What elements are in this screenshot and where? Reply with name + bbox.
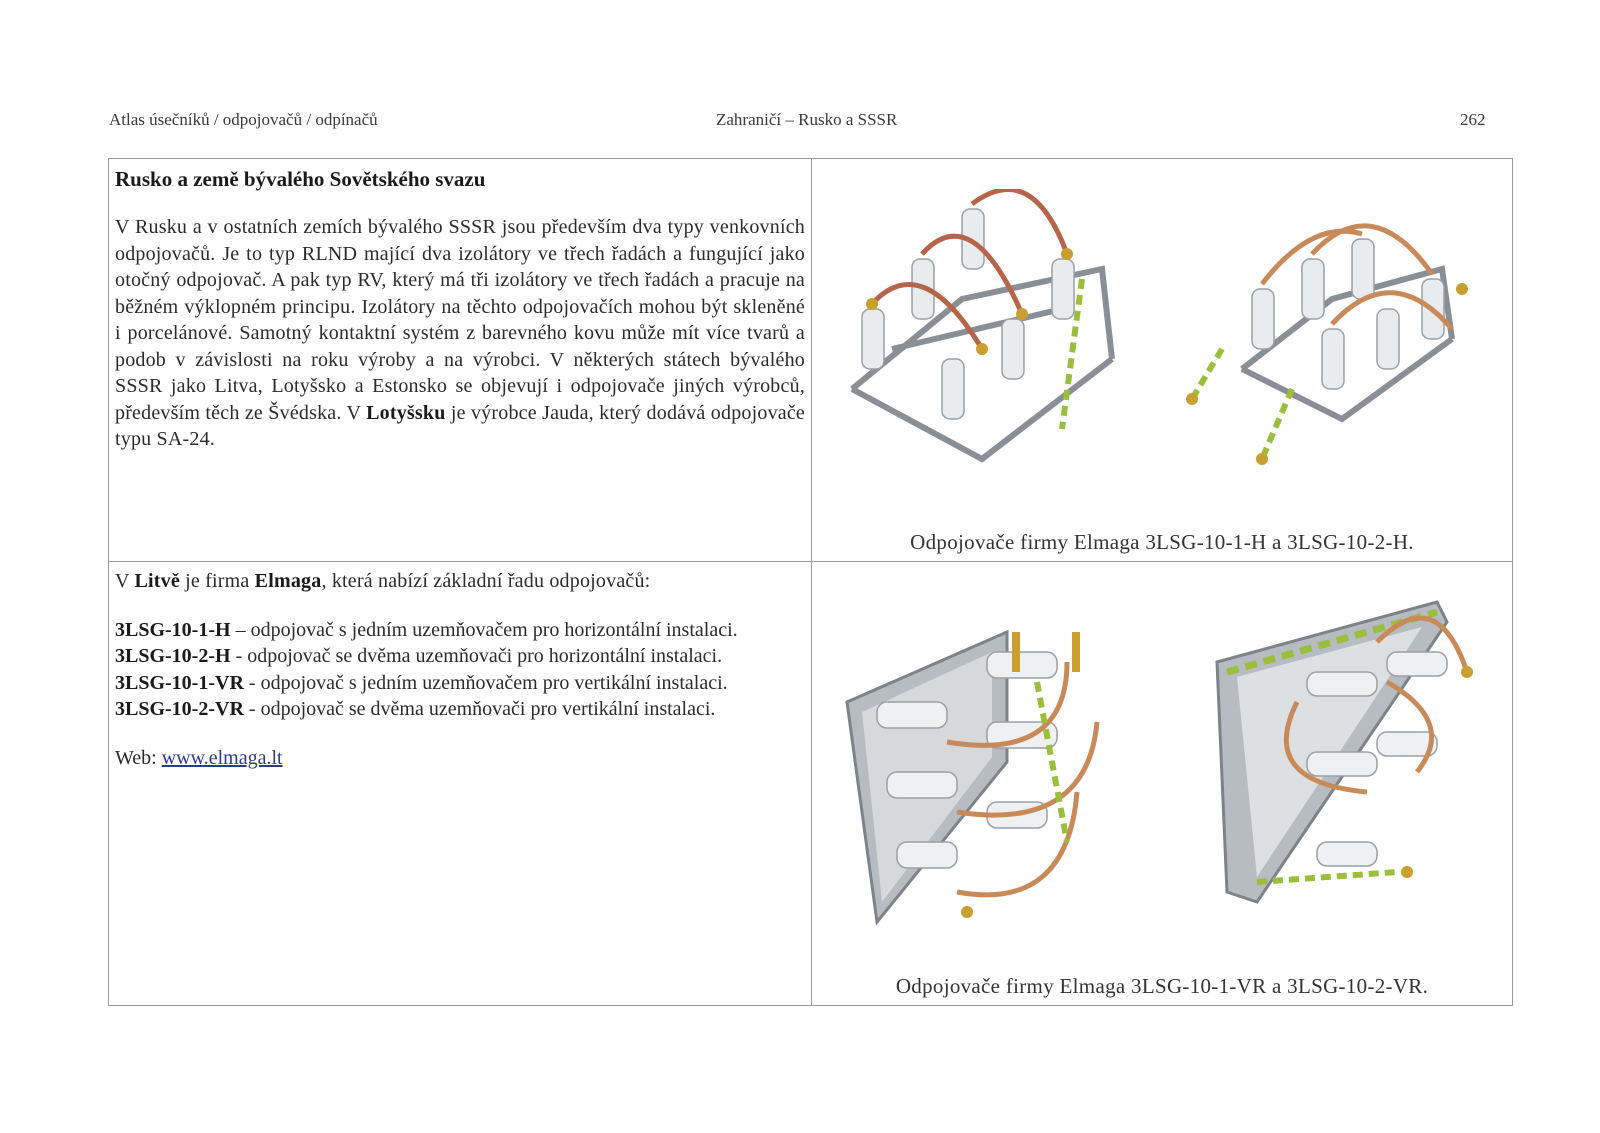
disconnector-photo-1-h <box>832 189 1132 469</box>
figure-caption-horizontal: Odpojovače firmy Elmaga 3LSG-10-1-H a 3LSG-10-2-H. <box>910 530 1414 554</box>
intro-paragraph: V Rusku a v ostatních zemích bývalého SSSR jsou především dva typy venkovních odpojovačů. Je to typ RLND mající dva izolátory ve třech řadách a fungující jako otočný odpojovač. A pak typ RV, který má tři izolátory ve třech řadách a pracuje na běžném výklopném principu. Izolátory na těchto odpojovačích mohou být skleněné i porcelánové. Samotný kontaktní systém z barevného kovu může mít více tvarů a podob v závislosti na roku výroby a na výrobci. V některých státech bývalého SSSR jako Litva, Lotyšsko a Estonsko se objevují i odpojovače jiných výrobců, především těch ze Švédska. V Lotyšsku je výrobce Jauda, který dodává odpojovače typu SA-24. <box>115 216 805 450</box>
section1-image-cell <box>812 159 1513 562</box>
elmaga-intro: V Litvě je firma Elmaga, která nabízí základní řadu odpojovačů: <box>115 570 651 592</box>
content-table <box>108 158 1513 1006</box>
section-title: Rusko a země bývalého Sovětského svazu <box>115 167 486 191</box>
disconnector-photo-2-h <box>1182 199 1482 479</box>
section1-text-cell <box>109 159 812 562</box>
page-number: 262 <box>1460 110 1486 129</box>
product-item: 3LSG-10-1-VR - odpojovač s jedním uzemňovačem pro vertikální instalaci. <box>115 671 728 694</box>
product-item: 3LSG-10-2-VR - odpojovač se dvěma uzemňovači pro vertikální instalaci. <box>115 698 716 720</box>
elmaga-website-link[interactable]: www.elmaga.lt <box>161 746 283 769</box>
figure-caption-vertical: Odpojovače firmy Elmaga 3LSG-10-1-VR a 3LSG-10-2-VR. <box>895 974 1429 998</box>
section2-image-cell <box>812 562 1513 1006</box>
header-atlas-title: Atlas úsečníků / odpojovačů / odpínačů <box>109 110 378 129</box>
web-label: Web: <box>115 746 162 769</box>
web-line <box>115 745 805 772</box>
product-item: 3LSG-10-1-H – odpojovač s jedním uzemňovačem pro horizontální instalaci. <box>115 618 738 641</box>
section2-text-cell <box>109 562 812 1006</box>
disconnector-photo-2-vr <box>1197 582 1487 912</box>
header-section-title: Zahraničí – Rusko a SSSR <box>716 110 898 129</box>
product-item: 3LSG-10-2-H - odpojovač se dvěma uzemňovači pro horizontální instalaci. <box>115 645 723 667</box>
disconnector-photo-1-vr <box>837 592 1137 932</box>
